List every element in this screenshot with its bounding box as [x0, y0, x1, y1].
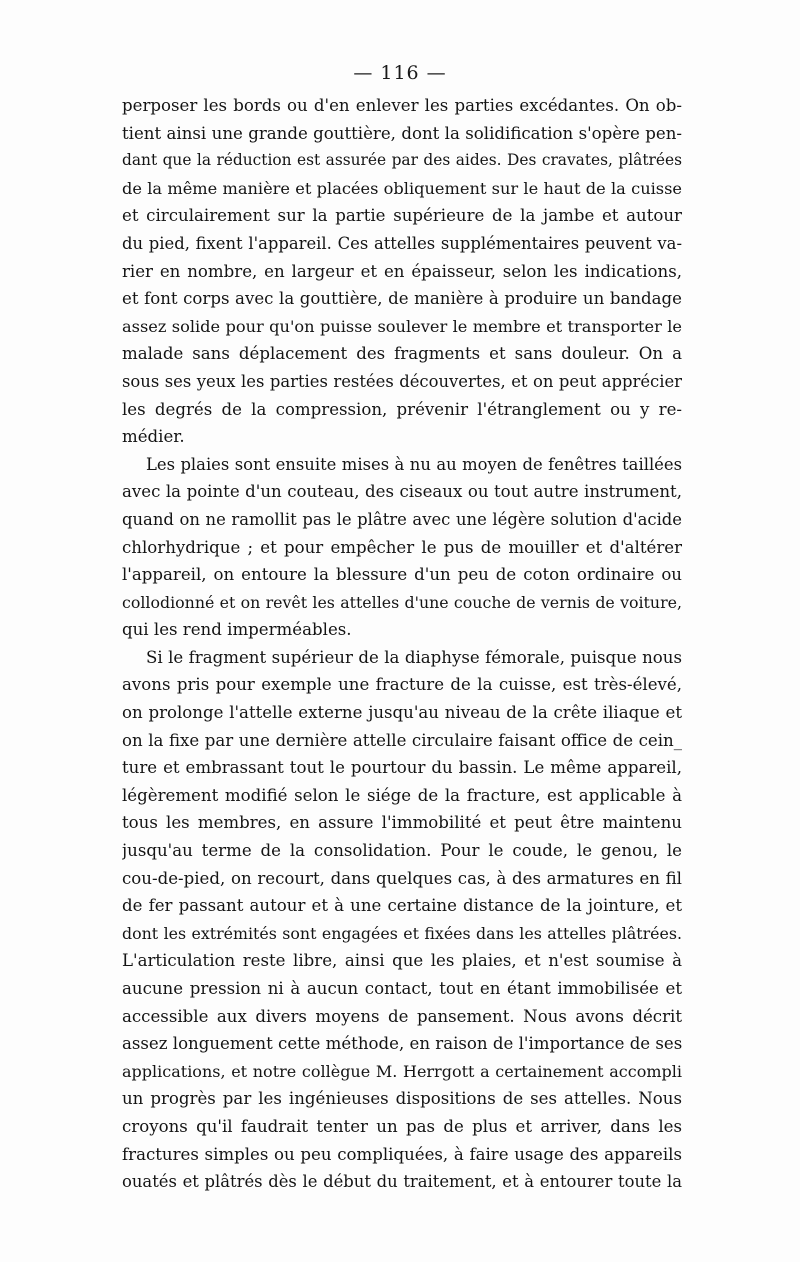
text-line: Les plaies sont ensuite mises à nu au moyen de fenêtres taillées [146, 454, 682, 474]
text-line: collodionné et on revêt les attelles d'une couche de vernis de voiture, [122, 592, 682, 612]
text-line: tous les membres, en assure l'immobilité et peut être maintenu [122, 813, 682, 833]
text-line: rier en nombre, en largeur et en épaisseur, selon les indications, [122, 261, 682, 281]
text-line: assez solide pour qu'on puisse soulever le membre et transporter le [122, 316, 682, 336]
text-line: tient ainsi une grande gouttière, dont la solidification s'opère pen- [122, 123, 682, 143]
text-line: légèrement modifié selon le siége de la fracture, est applicable à [122, 785, 682, 805]
text-line: qui les rend imperméables. [122, 620, 352, 640]
text-line: accessible aux divers moyens de pansement. Nous avons décrit [122, 1006, 682, 1026]
text-line: avons pris pour exemple une fracture de la cuisse, est très-élevé, [122, 675, 682, 695]
text-line: quand on ne ramollit pas le plâtre avec une légère solution d'acide [122, 509, 682, 529]
text-line: cou-de-pied, on recourt, dans quelques cas, à des armatures en fil [122, 868, 682, 888]
text-line: les degrés de la compression, prévenir l'étranglement ou y re- [122, 399, 682, 419]
text-line: dant que la réduction est assurée par des aides. Des cravates, plâtrées [122, 151, 682, 170]
text-line: malade sans déplacement des fragments et sans douleur. On a [122, 344, 682, 364]
text-line: avec la pointe d'un couteau, des ciseaux ou tout autre instrument, [122, 482, 682, 502]
text-line: Si le fragment supérieur de la diaphyse fémorale, puisque nous [146, 647, 682, 667]
text-line: on la fixe par une dernière attelle circulaire faisant office de cein_ [122, 730, 682, 750]
text-line: médier. [122, 427, 185, 447]
text-line: croyons qu'il faudrait tenter un pas de plus et arriver, dans les [122, 1116, 682, 1136]
text-line: on prolonge l'attelle externe jusqu'au niveau de la crête iliaque et [122, 703, 682, 723]
text-line: l'appareil, on entoure la blessure d'un peu de coton ordinaire ou [122, 565, 682, 585]
text-line: du pied, fixent l'appareil. Ces attelles supplémentaires peuvent va- [122, 233, 682, 253]
text-line: et font corps avec la gouttière, de manière à produire un bandage [122, 289, 682, 309]
text-line: perposer les bords ou d'en enlever les parties excédantes. On ob- [122, 96, 682, 115]
text-line: jusqu'au terme de la consolidation. Pour le coude, le genou, le [122, 841, 682, 861]
text-line: assez longuement cette méthode, en raison de l'importance de ses [122, 1034, 682, 1054]
text-line: L'articulation reste libre, ainsi que les plaies, et n'est soumise à [122, 951, 682, 971]
text-line: ouatés et plâtrés dès le début du traitement, et à entourer toute la [122, 1172, 682, 1192]
text-line: sous ses yeux les parties restées découvertes, et on peut apprécier [122, 371, 682, 391]
text-line: ture et embrassant tout le pourtour du bassin. Le même appareil, [122, 758, 682, 778]
text-line: dont les extrémités sont engagées et fixées dans les attelles plâtrées. [122, 923, 682, 943]
text-line: aucune pression ni à aucun contact, tout en étant immobilisée et [122, 979, 682, 998]
text-line: et circulairement sur la partie supérieure de la jambe et autour [122, 206, 682, 226]
page-number: — 116 — [353, 62, 447, 84]
text-line: de fer passant autour et à une certaine distance de la jointure, et [122, 896, 682, 916]
text-line: chlorhydrique ; et pour empêcher le pus de mouiller et d'altérer [122, 537, 682, 557]
text-line: de la même manière et placées obliquement sur le haut de la cuisse [122, 178, 682, 198]
text-line: fractures simples ou peu compliquées, à faire usage des appareils [122, 1144, 682, 1164]
text-line: applications, et notre collègue M. Herrgott a certainement accompli [122, 1061, 682, 1081]
text-line: un progrès par les ingénieuses dispositions de ses attelles. Nous [122, 1089, 682, 1109]
body-text [122, 92, 682, 1196]
